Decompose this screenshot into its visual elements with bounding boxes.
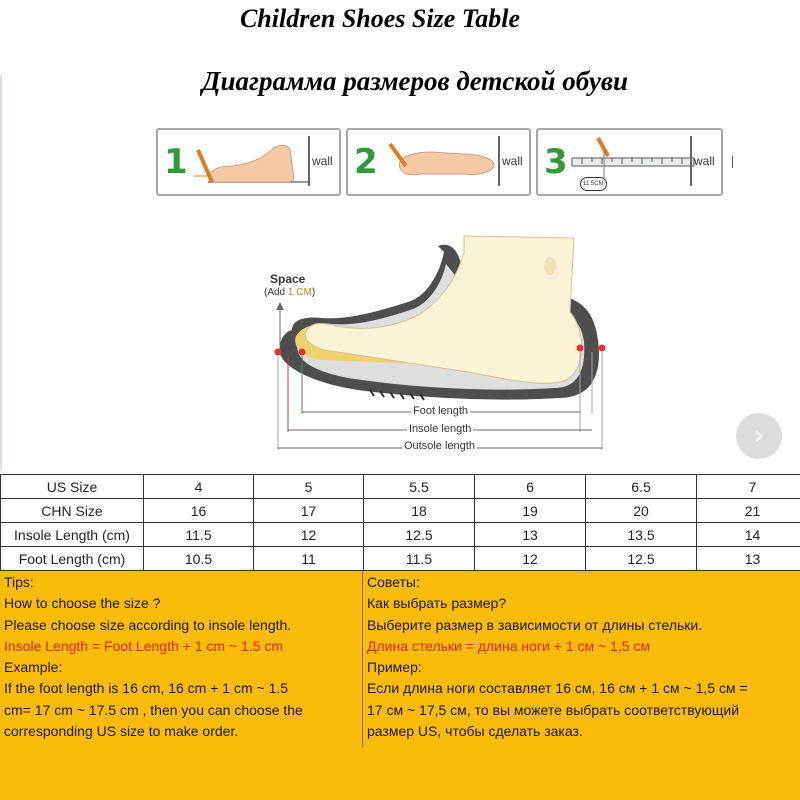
table-cell: 18: [364, 499, 475, 523]
table-cell: 11.5: [364, 547, 475, 571]
table-cell: 13: [475, 523, 586, 547]
table-cell: 12: [475, 547, 586, 571]
tips-example-line: corresponding US size to make order.: [4, 723, 239, 740]
foot-length-label: Foot length: [413, 405, 469, 417]
table-cell: 10.5: [144, 547, 254, 571]
tips-instruction: Please choose size according to insole length.: [4, 616, 292, 633]
row-label: Insole Length (cm): [1, 523, 144, 547]
wall-line: [308, 136, 310, 186]
tips-example-heading: Пример:: [367, 659, 422, 676]
tips-heading: Советы:: [367, 574, 420, 590]
tips-example-line: Если длина ноги составляет 16 см, 16 см + 1 см ~ 1,5 см =: [367, 680, 748, 697]
row-label: Foot Length (cm): [1, 547, 144, 571]
space-sub-prefix: (Add: [264, 287, 288, 298]
insole-length-label: Insole length: [409, 423, 472, 435]
tips-heading: Tips:: [4, 574, 34, 590]
tips-panel: [0, 571, 800, 800]
row-label: CHN Size: [1, 499, 144, 523]
table-row: [1, 499, 800, 523]
edge-tick: [732, 156, 733, 168]
table-cell: 5.5: [364, 475, 475, 499]
table-cell: 12.5: [586, 547, 697, 571]
step-1-panel: [156, 128, 341, 196]
wall-label: wall: [502, 154, 523, 168]
next-slide-button[interactable]: [736, 413, 782, 459]
table-cell: 5: [254, 475, 364, 499]
tips-question: How to choose the size ?: [4, 595, 161, 612]
space-sub-value: 1 CM: [287, 287, 312, 298]
title-english: Children Shoes Size Table: [239, 4, 521, 33]
table-cell: 11: [254, 547, 364, 571]
table-row: [1, 475, 800, 499]
tips-example-line: cm= 17 cm ~ 17.5 cm , then you can choose the: [4, 701, 303, 718]
table-cell: 21: [697, 499, 800, 523]
chevron-right-icon: ›: [753, 421, 765, 451]
tips-example-line: размер US, чтобы сделать заказ.: [367, 723, 583, 740]
table-cell: 16: [144, 499, 254, 523]
step-3-panel: [536, 128, 723, 196]
foot-side-icon: [190, 136, 310, 190]
step-2-panel: [346, 128, 531, 196]
foot-top-icon: [382, 136, 502, 190]
step-number: 3: [544, 142, 568, 182]
tips-question: Как выбрать размер?: [367, 595, 507, 612]
table-cell: 17: [254, 499, 364, 523]
space-sub-label: [264, 287, 315, 298]
step-number: 2: [354, 142, 378, 182]
title-russian: Диаграмма размеров детской обуви: [202, 66, 628, 96]
tips-example-line: 17 см ~ 17,5 см, то вы можете выбрать соответствующий: [367, 701, 740, 718]
table-cell: 6.5: [586, 475, 697, 499]
tips-formula: Длина стельки = длина ноги + 1 см ~ 1,5 см: [367, 637, 651, 654]
table-cell: 20: [586, 499, 697, 523]
table-cell: 4: [144, 475, 254, 499]
tips-instruction: Выберите размер в зависимости от длины стельки.: [367, 616, 703, 633]
tips-formula: Insole Length = Foot Length + 1 cm ~ 1.5 cm: [4, 637, 284, 654]
measure-tag: 11.5CM: [580, 177, 607, 191]
tips-example-line: If the foot length is 16 cm, 16 cm + 1 cm ~ 1.5: [4, 680, 289, 697]
space-sub-suffix: ): [311, 287, 316, 298]
tips-english: [4, 572, 360, 742]
wall-label: wall: [694, 154, 715, 168]
wall-line: [498, 136, 500, 186]
table-cell: 11.5: [144, 523, 254, 547]
size-table: [0, 474, 800, 571]
tips-russian: [367, 572, 797, 742]
table-cell: 13.5: [586, 523, 697, 547]
table-cell: 6: [475, 475, 586, 499]
table-cell: 7: [697, 475, 800, 499]
space-label: Space: [270, 272, 306, 286]
outsole-length-label: Outsole length: [404, 440, 475, 452]
table-cell: 12.5: [364, 523, 475, 547]
image-edge-divider: [0, 75, 2, 470]
table-row: [1, 523, 800, 547]
table-cell: 19: [475, 499, 586, 523]
tips-divider: [362, 571, 363, 747]
table-cell: 14: [697, 523, 800, 547]
row-label: US Size: [1, 475, 144, 499]
wall-line: [690, 136, 692, 186]
table-cell: 13: [697, 547, 800, 571]
wall-label: wall: [312, 154, 333, 168]
table-cell: 12: [254, 523, 364, 547]
tips-example-heading: Example:: [4, 659, 63, 676]
table-row: [1, 547, 800, 571]
step-number: 1: [164, 142, 188, 182]
